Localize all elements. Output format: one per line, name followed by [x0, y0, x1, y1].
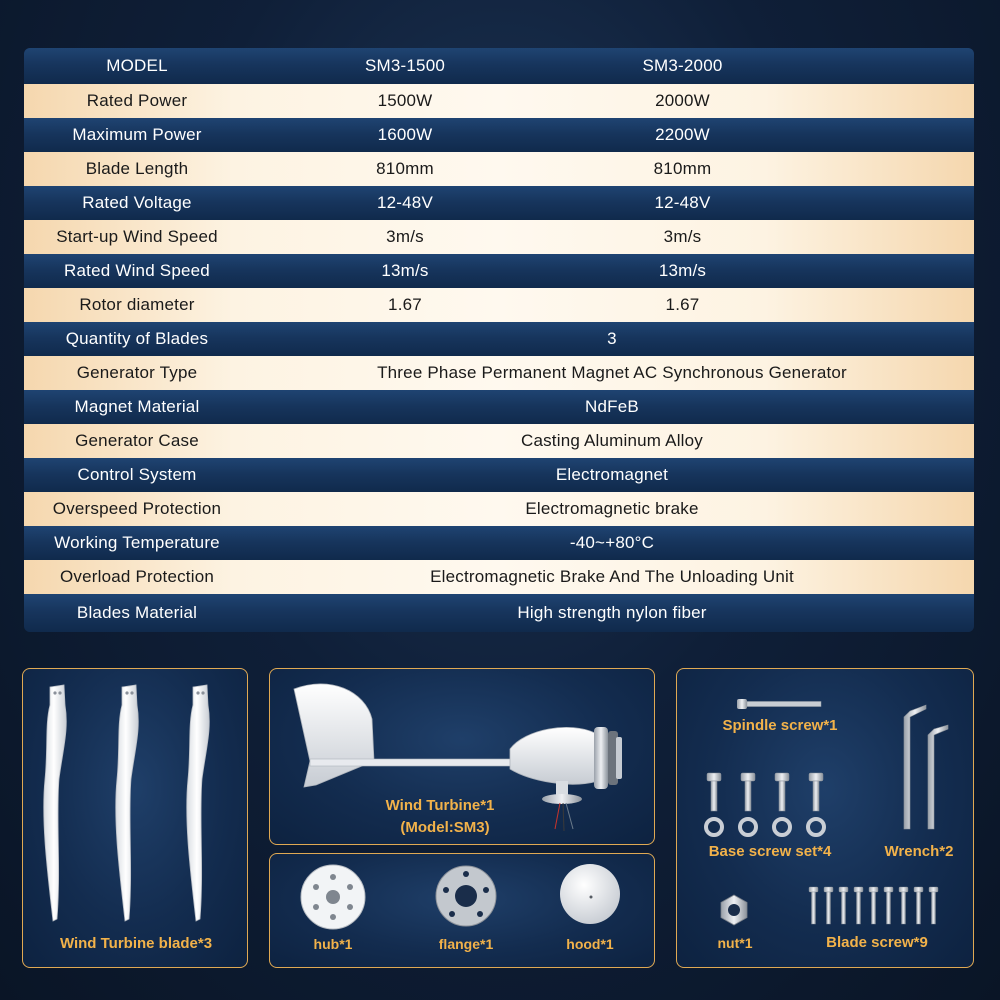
row-label: Start-up Wind Speed — [56, 227, 218, 246]
table-header-row — [24, 48, 974, 84]
header-label: MODEL — [106, 56, 168, 75]
row-label: Magnet Material — [74, 397, 200, 416]
header-model-b: SM3-2000 — [642, 56, 723, 75]
hub-icon — [298, 862, 368, 932]
washer-icon — [703, 815, 833, 839]
table-row — [24, 254, 974, 288]
row-label: Maximum Power — [72, 125, 202, 144]
row-label: Rated Voltage — [82, 193, 192, 212]
table-row — [24, 492, 974, 526]
row-value: High strength nylon fiber — [517, 603, 707, 622]
table-row — [24, 186, 974, 220]
table-row — [24, 152, 974, 186]
blades-panel — [22, 668, 248, 968]
table-row — [24, 118, 974, 152]
row-label: Rotor diameter — [79, 295, 195, 314]
row-label: Overspeed Protection — [52, 499, 222, 518]
row-value-a: 810mm — [376, 159, 434, 178]
row-label: Working Temperature — [54, 533, 220, 552]
table-row — [24, 560, 974, 594]
row-label: Blade Length — [85, 159, 189, 178]
row-value-b: 2200W — [655, 125, 710, 144]
row-value: 3 — [607, 329, 617, 348]
base-screw-icon — [703, 771, 833, 815]
row-value-b: 12-48V — [654, 193, 711, 212]
row-value-b: 13m/s — [658, 261, 707, 280]
row-value: -40~+80°C — [569, 533, 655, 552]
row-value: Electromagnetic Brake And The Unloading Unit — [430, 567, 794, 586]
caption-base-screw-set: Base screw set*4 — [708, 843, 832, 860]
table-row — [24, 458, 974, 492]
caption-flange: flange*1 — [438, 936, 494, 952]
hub-panel — [269, 853, 655, 968]
row-value: Electromagnetic brake — [525, 499, 699, 518]
table-row — [24, 220, 974, 254]
row-value-b: 810mm — [653, 159, 712, 178]
caption-spindle-screw: Spindle screw*1 — [722, 717, 838, 734]
wrench-icon — [892, 703, 952, 833]
flange-icon — [434, 864, 498, 928]
hardware-panel — [676, 668, 974, 968]
row-label: Generator Case — [75, 431, 199, 450]
table-row — [24, 356, 974, 390]
row-value-a: 1.67 — [388, 295, 422, 314]
table-row — [24, 526, 974, 560]
row-value: Casting Aluminum Alloy — [520, 431, 704, 450]
caption-hub: hub*1 — [313, 936, 353, 952]
row-value-b: 2000W — [655, 91, 710, 110]
caption-hood: hood*1 — [566, 936, 614, 952]
row-value-a: 1500W — [377, 91, 433, 110]
blade-screw-icon — [807, 887, 947, 927]
row-value-a: 12-48V — [376, 193, 434, 212]
row-label: Generator Type — [76, 363, 198, 382]
row-label: Overload Protection — [59, 567, 215, 586]
caption-blade: Wind Turbine blade*3 — [59, 935, 213, 952]
blade-icon — [23, 669, 249, 969]
row-value-a: 3m/s — [386, 227, 424, 246]
row-value-b: 1.67 — [665, 295, 700, 314]
caption-nut: nut*1 — [717, 935, 753, 951]
caption-turbine: Wind Turbine*1 — [385, 797, 495, 814]
row-value: Electromagnet — [555, 465, 669, 484]
nut-icon — [717, 893, 751, 927]
header-model-a: SM3-1500 — [364, 56, 446, 75]
hood-icon — [558, 862, 622, 926]
spindle-screw-icon — [737, 697, 823, 711]
row-label: Blades Material — [76, 603, 198, 622]
row-value-a: 13m/s — [381, 261, 429, 280]
spec-table — [24, 48, 974, 632]
row-label: Control System — [77, 465, 197, 484]
row-label: Quantity of Blades — [65, 329, 209, 348]
table-row — [24, 288, 974, 322]
table-row — [24, 424, 974, 458]
row-value-b: 3m/s — [663, 227, 702, 246]
row-value-a: 1600W — [377, 125, 433, 144]
turbine-panel — [269, 668, 655, 845]
row-label: Rated Wind Speed — [64, 261, 210, 280]
table-row — [24, 594, 974, 632]
row-value: Three Phase Permanent Magnet AC Synchronous Generator — [377, 363, 847, 382]
table-row — [24, 322, 974, 356]
row-value: NdFeB — [585, 397, 639, 416]
table-row — [24, 84, 974, 118]
caption-wrench: Wrench*2 — [884, 843, 954, 860]
caption-blade-screw: Blade screw*9 — [826, 934, 928, 951]
row-label: Rated Power — [86, 91, 188, 110]
table-row — [24, 390, 974, 424]
caption-turbine-model: (Model:SM3) — [400, 819, 490, 836]
